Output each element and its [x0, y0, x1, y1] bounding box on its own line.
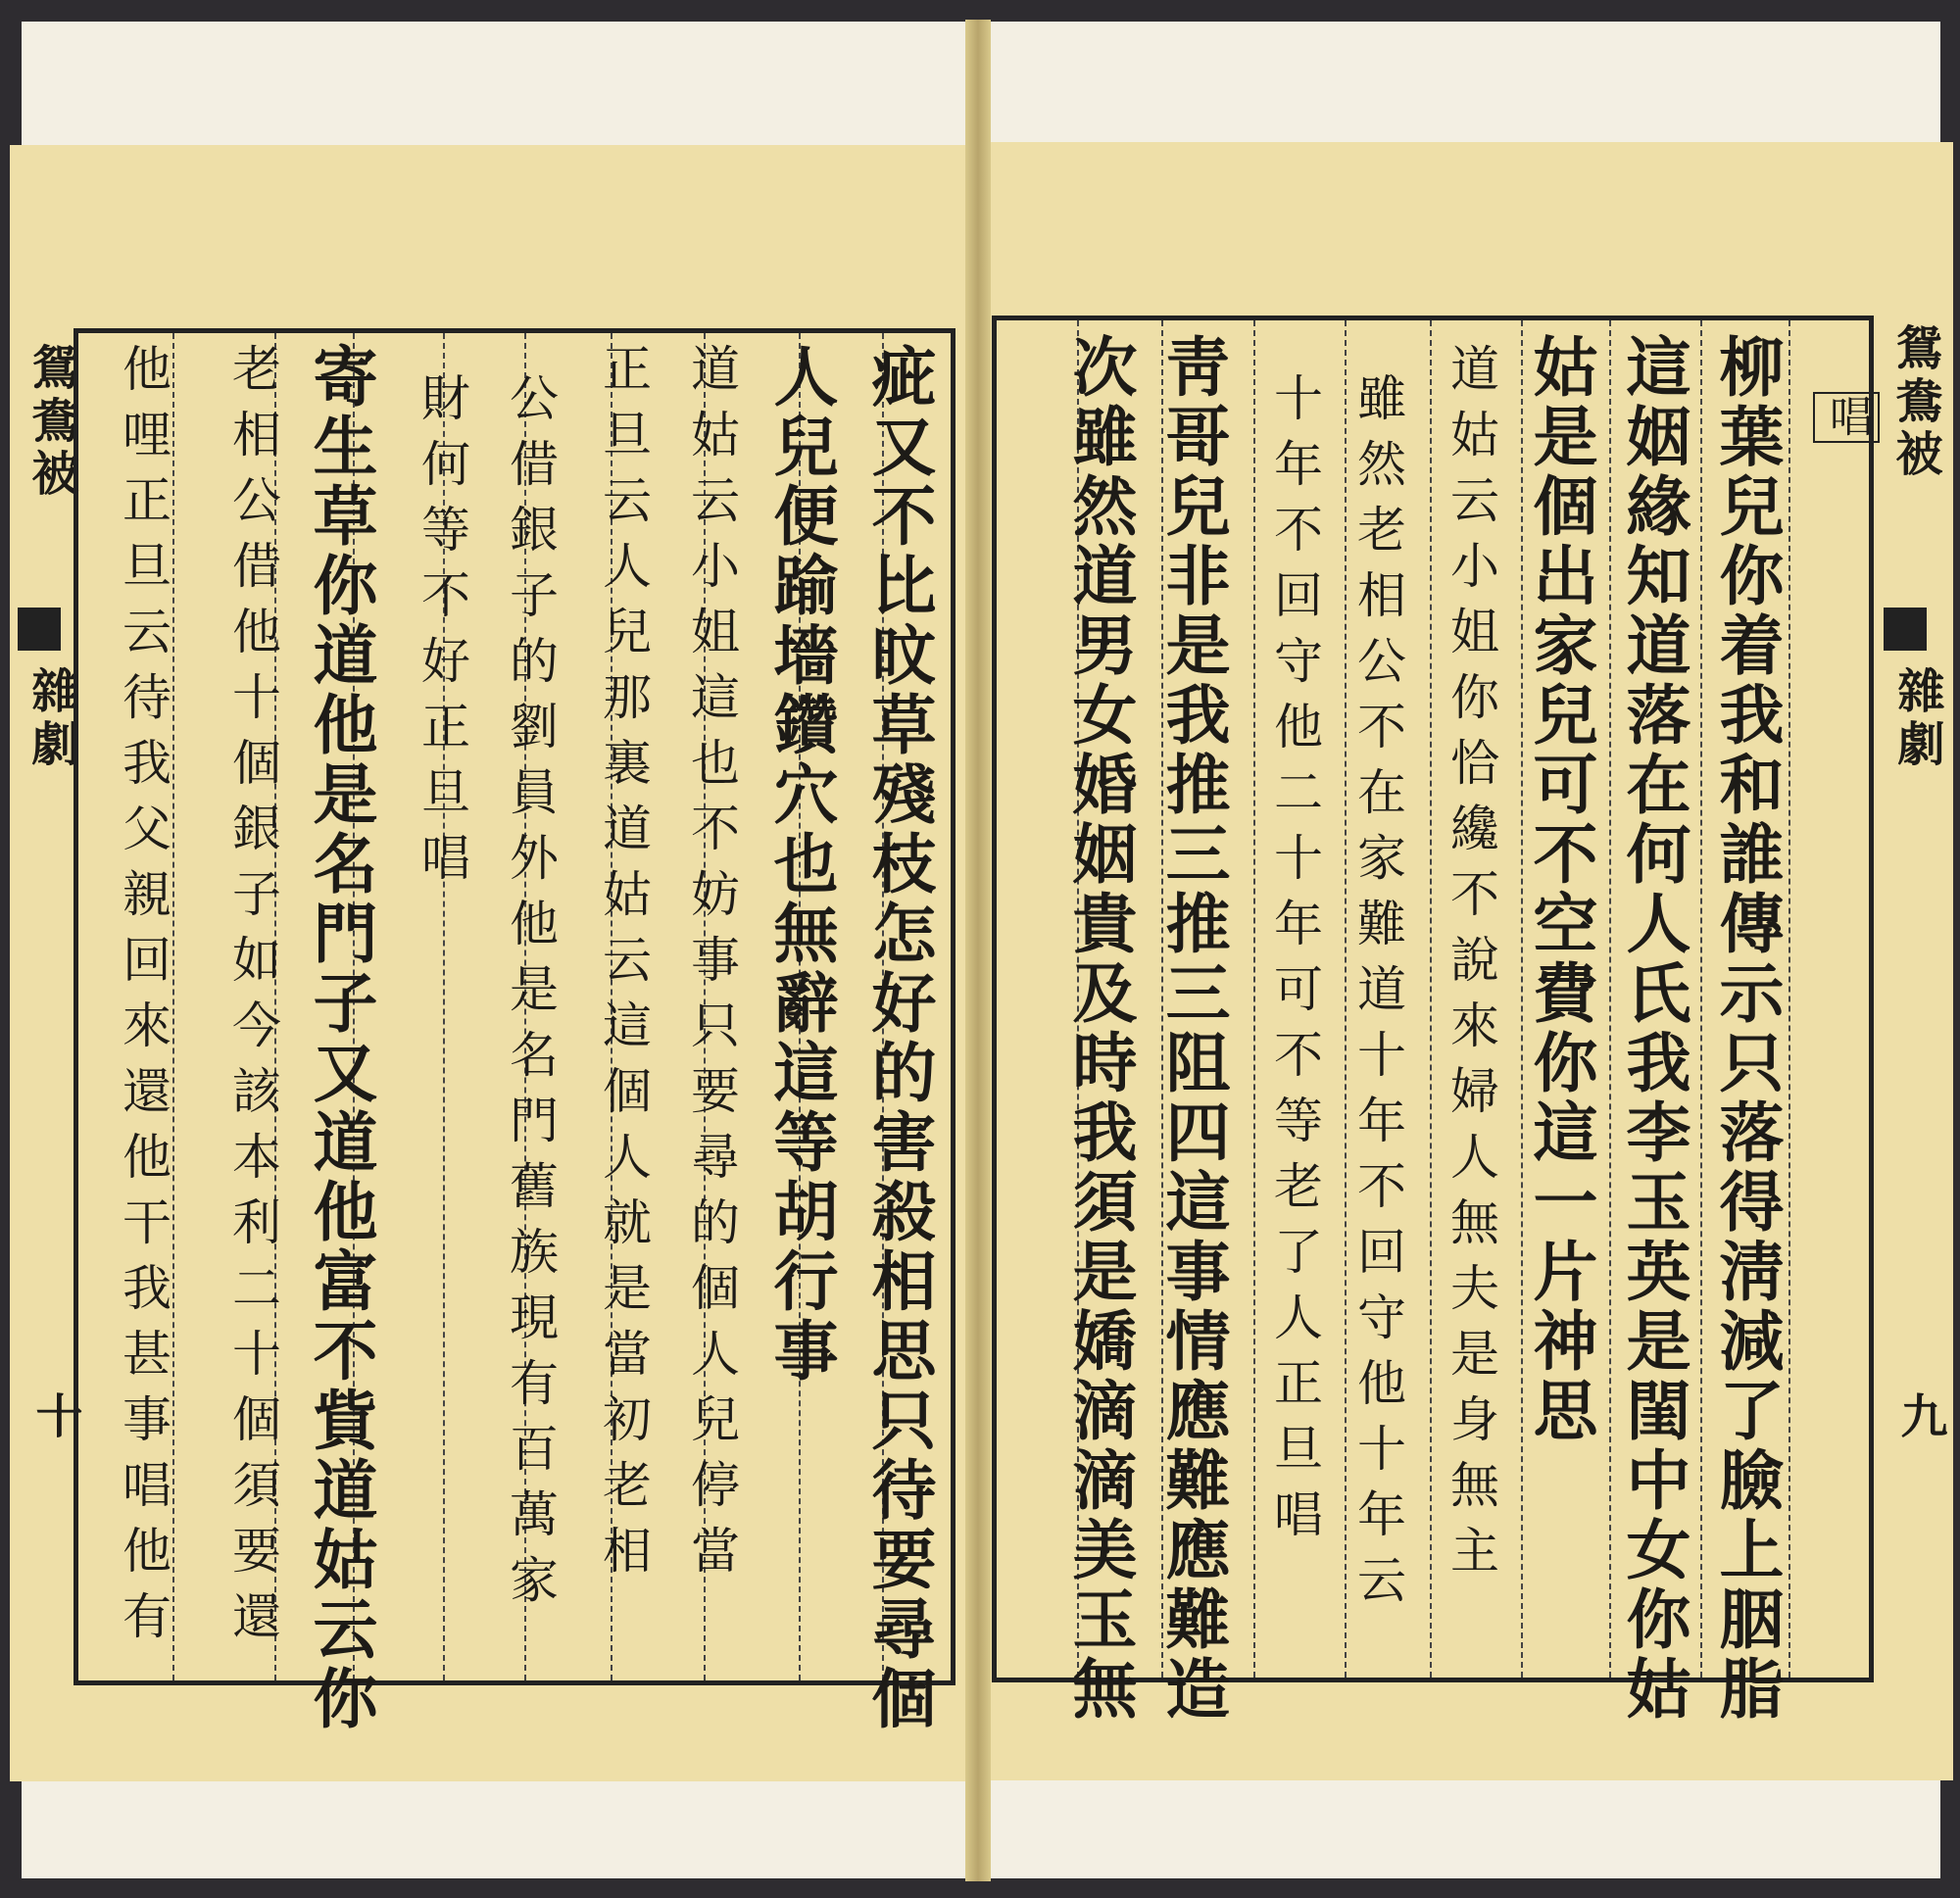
left-col-6: 財何等不好正旦唱 — [414, 372, 470, 898]
right-margin-title: 鴛鴦被 — [1887, 323, 1942, 482]
left-col-4: 正旦云人兒那裏道姑云這個人就是當初老相 — [595, 343, 652, 1590]
left-col-3: 道姑云小姐這也不妨事只要尋的個人兒停當 — [683, 343, 740, 1590]
right-col-2: 柳葉兒你着我和誰傳示只落得淸減了臉上胭脂 — [1708, 333, 1785, 1725]
right-margin-subtitle: 雜劇 — [1889, 666, 1944, 772]
left-folio-number: 十 — [27, 1391, 82, 1444]
left-margin-subtitle: 雜劇 — [24, 666, 78, 772]
right-col-9: 次雖然道男女婚姻貴及時我須是嬌滴滴美玉無 — [1061, 333, 1138, 1725]
right-col-3: 這姻緣知道落在何人氏我李玉英是閨中女你姑 — [1615, 333, 1691, 1725]
right-col-5: 道姑云小姐你恰纔不說來婦人無夫是身無主 — [1443, 343, 1499, 1590]
left-col-5: 公借銀子的劉員外他是名門舊族現有百萬家 — [502, 372, 559, 1620]
right-folio-number: 九 — [1892, 1391, 1947, 1444]
right-col-7: 十年不回守他二十年可不等老了人正旦唱 — [1266, 372, 1323, 1554]
right-col-8: 靑哥兒非是我推三推三阻四這事情應難應難造 — [1154, 333, 1231, 1725]
left-col-8: 老相公借他十個銀子如今該本利二十個須要還 — [224, 343, 281, 1656]
left-col-2: 人兒便踰墻鑽穴也無辭這等胡行事 — [762, 343, 839, 1387]
left-col-1: 疵又不比旼草殘枝怎好的害殺相思只待要尋個 — [860, 343, 937, 1734]
left-margin-title: 鴛鴦被 — [24, 343, 78, 502]
right-col-6: 雖然老相公不在家難道十年不回守他十年云 — [1349, 372, 1406, 1620]
right-col-4: 姑是個出家兒可不空費你這一片神思 — [1522, 333, 1598, 1446]
left-col-7: 寄生草你道他是名門子又道他富不貲道姑云你 — [302, 343, 378, 1734]
right-fish-tail-mark — [1884, 608, 1927, 651]
book-gutter — [965, 20, 991, 1881]
left-fish-tail-mark — [18, 608, 61, 651]
right-col-1-sing: 唱 — [1813, 392, 1880, 443]
left-col-9: 他哩正旦云待我父親回來還他干我甚事唱他有 — [115, 343, 172, 1656]
